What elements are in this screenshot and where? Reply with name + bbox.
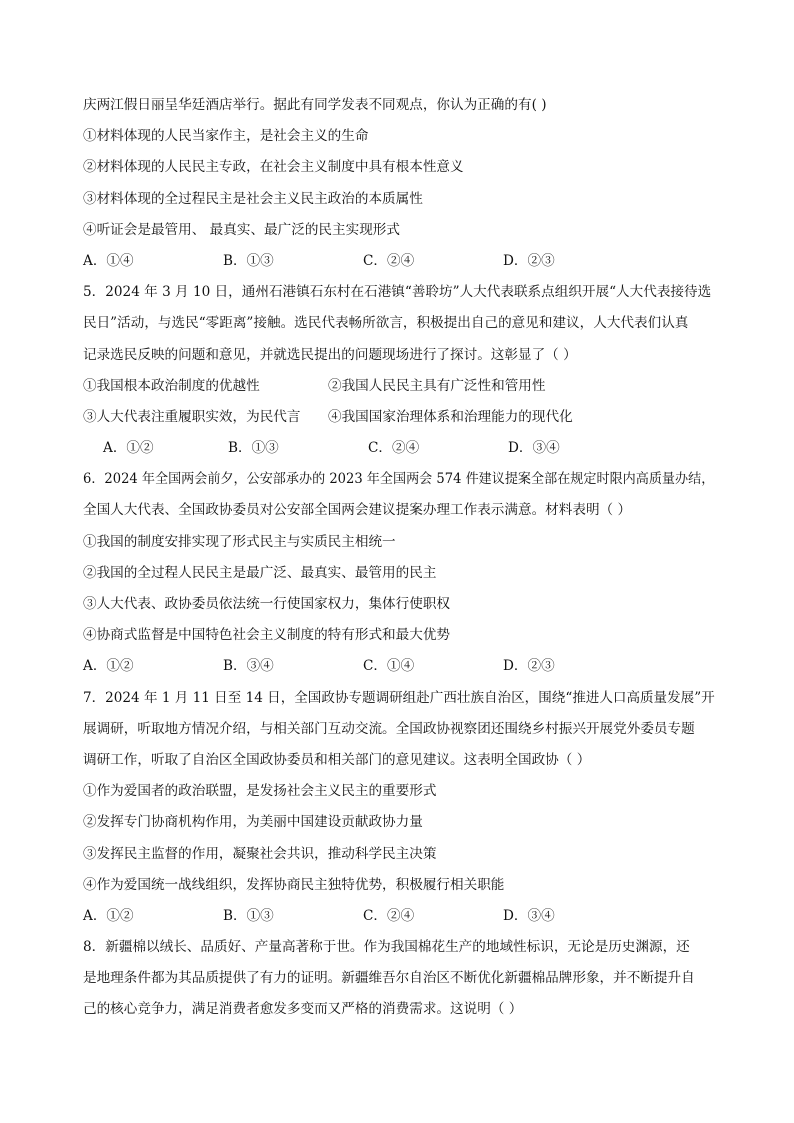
q7-stem-line-2: 展调研，听取地方情况介绍，与相关部门互动交流。全国政协视察团还围绕乡村振兴开展党外委员专题 [83,720,695,737]
q5-option-b: B．①③ [228,440,279,457]
q5-items-row-2 [83,402,715,433]
q6-item-1: ①我国的制度安排实现了形式民主与实质民主相统一 [83,533,396,550]
q6-item-2: ②我国的全过程人民民主是最广泛、最真实、最管用的民主 [83,564,437,581]
q6-option-d: D．②③ [503,658,555,675]
q5-stem-line-3: 记录选民反映的问题和意见，并就选民提出的问题现场进行了探讨。这彰显了（ ） [83,346,577,363]
q6-option-a: A．①② [83,658,134,675]
q4-item-3: ③材料体现的全过程民主是社会主义民主政治的本质属性 [83,190,423,207]
q5-items-row-1 [83,371,715,402]
q5-option-c: C．②④ [368,440,420,457]
q7-option-d: D．③④ [503,907,555,924]
q7-item-1: ①作为爱国者的政治联盟，是发扬社会主义民主的重要形式 [83,783,437,800]
q7-option-a: A．①② [83,907,134,924]
q4-item-2: ②材料体现的人民民主专政，在社会主义制度中具有根本性意义 [83,159,464,176]
q4-item-1: ①材料体现的人民当家作主，是社会主义的生命 [83,128,369,145]
q6-options [83,651,715,682]
q6-stem-line-1: 6．2024 年全国两会前夕，公安部承办的 2023 年全国两会 574 件建议提案全部在规定时限内高质量办结， [83,471,715,488]
q7-stem-line-3: 调研工作，听取了自治区全国政协委员和相关部门的意见建议。这表明全国政协（ ） [83,751,591,768]
q6-option-c: C．①④ [363,658,415,675]
q8-stem-line-1: 8．新疆棉以绒长、品质好、产量高著称于世。作为我国棉花生产的地域性标识，无论是历史渊源，还 [83,939,690,956]
q6-option-b: B．③④ [223,658,274,675]
q4-option-c: C．②④ [363,252,415,269]
q5-option-d: D．③④ [508,440,560,457]
q5-stem-line-2: 民日”活动，与选民“零距离”接触。选民代表畅所欲言，积极提出自己的意见和建议，人大代表们认真 [83,315,689,332]
q4-option-b: B．①③ [223,252,274,269]
q7-item-2: ②发挥专门协商机构作用，为美丽中国建设贡献政协力量 [83,814,423,831]
q7-options [83,901,715,932]
q7-option-b: B．①③ [223,907,274,924]
q7-item-4: ④作为爱国统一战线组织，发挥协商民主独特优势，积极履行相关职能 [83,876,505,893]
q5-item-1: ①我国根本政治制度的优越性 [83,377,260,394]
q7-option-c: C．②④ [363,907,415,924]
q5-stem-line-1: 5．2024 年 3 月 10 日，通州石港镇石东村在石港镇“善聆坊”人大代表联系点组织开展“人大代表接待选 [83,284,712,301]
q4-stem-line: 庆两江假日丽呈华廷酒店举行。据此有同学发表不同观点，你认为正确的有( ) [83,97,547,113]
q5-item-2: ②我国人民民主具有广泛性和管用性 [328,377,546,394]
q6-item-3: ③人大代表、政协委员依法统一行使国家权力，集体行使职权 [83,596,451,612]
q4-item-4: ④听证会是最管用、 最真实、最广泛的民主实现形式 [83,221,400,238]
q5-item-4: ④我国国家治理体系和治理能力的现代化 [328,408,573,425]
q7-stem-line-1: 7．2024 年 1 月 11 日至 14 日，全国政协专题调研组赴广西壮族自治区，围绕“推进人口高质量发展”开 [83,689,715,706]
q8-stem-line-2: 是地理条件都为其品质提供了有力的证明。新疆维吾尔自治区不断优化新疆棉品牌形象，并不断提升自 [83,970,695,987]
q5-item-3: ③人大代表注重履职实效，为民代言 [83,408,301,425]
q5-option-a: A．①② [103,440,154,457]
q4-options [83,246,715,277]
q6-item-4: ④协商式监督是中国特色社会主义制度的特有形式和最大优势 [83,627,451,644]
q4-option-a: A．①④ [83,252,134,269]
q6-stem-line-2: 全国人大代表、全国政协委员对公安部全国两会建议提案办理工作表示满意。材料表明（ ） [83,502,632,519]
q8-stem-line-3: 己的核心竞争力，满足消费者愈发多变而又严格的消费需求。这说明（ ） [83,1001,523,1018]
question-content [83,90,715,1026]
q7-item-3: ③发挥民主监督的作用，凝聚社会共识，推动科学民主决策 [83,845,437,862]
q4-option-d: D．②③ [503,252,555,269]
q5-options [83,433,715,464]
